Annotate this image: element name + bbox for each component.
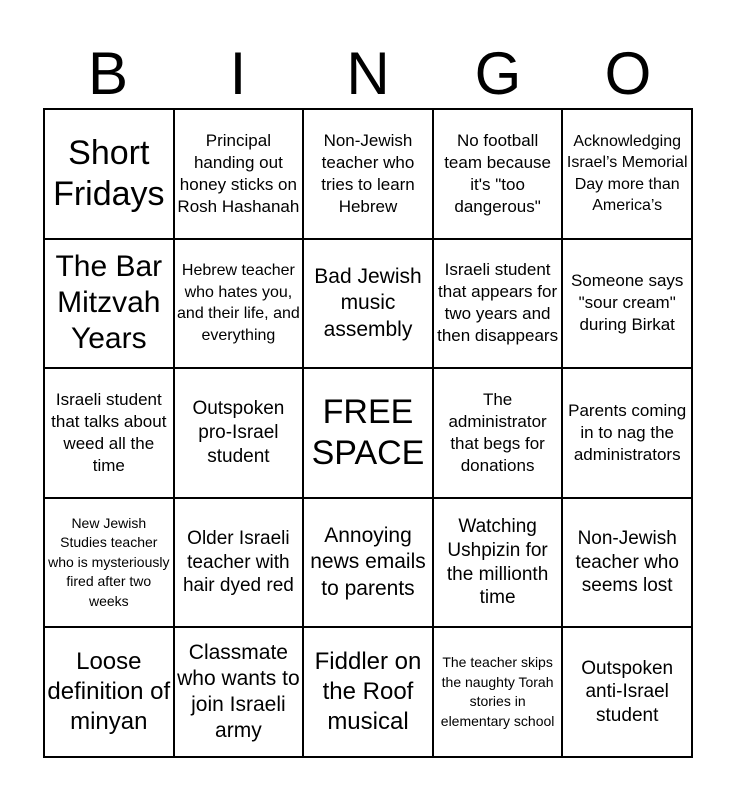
cell-text: No football team because it's "too dangerous" (444, 130, 551, 216)
bingo-header (43, 40, 693, 108)
bingo-cell-i3[interactable] (174, 368, 304, 498)
bingo-cell-b5[interactable] (44, 627, 174, 757)
bingo-cell-n3-free-space[interactable] (303, 368, 433, 498)
bingo-cell-g3[interactable] (433, 368, 563, 498)
bingo-cell-g5[interactable] (433, 627, 563, 757)
bingo-cell-b3[interactable] (44, 368, 174, 498)
bingo-cell-o3[interactable] (562, 368, 692, 498)
header-letter-g: G (474, 40, 522, 107)
cell-text: Acknowledging Israel’s Memorial Day more than America’s (566, 132, 688, 215)
cell-text: Loose definition of minyan (47, 648, 171, 736)
header-letter-i: I (229, 40, 247, 107)
cell-text: Classmate who wants to join Israeli army (177, 640, 300, 743)
header-letter-n: N (346, 40, 390, 107)
cell-text: Short Fridays (53, 134, 165, 213)
cell-text: Hebrew teacher who hates you, and their life, and everything (177, 262, 300, 344)
bingo-cell-i1[interactable] (174, 109, 304, 239)
cell-text: Bad Jewish music assembly (314, 265, 422, 341)
bingo-cell-i4[interactable] (174, 498, 304, 628)
cell-text: New Jewish Studies teacher who is mysteriously fired after two weeks (48, 514, 170, 609)
cell-text: Israeli student that appears for two years and then disappears (437, 260, 559, 346)
bingo-cell-o2[interactable] (562, 239, 692, 369)
bingo-cell-n4[interactable] (303, 498, 433, 628)
bingo-cell-n5[interactable] (303, 627, 433, 757)
bingo-cell-b2[interactable] (44, 239, 174, 369)
cell-text: The Bar Mitzvah Years (55, 250, 163, 356)
bingo-cell-n2[interactable] (303, 239, 433, 369)
cell-text: Israeli student that talks about weed all the time (51, 389, 167, 476)
bingo-cell-n1[interactable] (303, 109, 433, 239)
cell-text: Watching Ushpizin for the millionth time (446, 516, 549, 609)
bingo-cell-i2[interactable] (174, 239, 304, 369)
header-letter-o: O (604, 40, 652, 107)
cell-text: Older Israeli teacher with hair dyed red (182, 527, 294, 597)
bingo-cell-b1[interactable] (44, 109, 174, 239)
cell-text: The administrator that begs for donations (448, 389, 547, 476)
cell-text: Someone says "sour cream" during Birkat (570, 271, 684, 335)
cell-text: The teacher skips the naughty Torah stories in elementary school (440, 654, 555, 729)
cell-text: Principal handing out honey sticks on Rosh Hashanah (177, 130, 300, 216)
cell-text: Parents coming in to nag the administrators (568, 400, 687, 465)
cell-text: Fiddler on the Roof musical (314, 648, 422, 736)
cell-text: Outspoken anti-Israel student (581, 657, 674, 727)
bingo-cell-o5[interactable] (562, 627, 692, 757)
bingo-grid (43, 108, 693, 758)
cell-text: FREE SPACE (311, 393, 425, 472)
bingo-cell-o4[interactable] (562, 498, 692, 628)
bingo-cell-g4[interactable] (433, 498, 563, 628)
bingo-cell-g1[interactable] (433, 109, 563, 239)
cell-text: Outspoken pro-Israel student (192, 398, 285, 467)
bingo-cell-o1[interactable] (562, 109, 692, 239)
bingo-cell-i5[interactable] (174, 627, 304, 757)
cell-text: Annoying news emails to parents (310, 524, 426, 600)
bingo-cell-g2[interactable] (433, 239, 563, 369)
cell-text: Non-Jewish teacher who seems lost (575, 527, 679, 597)
bingo-cell-b4[interactable] (44, 498, 174, 628)
cell-text: Non-Jewish teacher who tries to learn Hebrew (321, 130, 415, 216)
header-letter-b: B (87, 40, 129, 107)
